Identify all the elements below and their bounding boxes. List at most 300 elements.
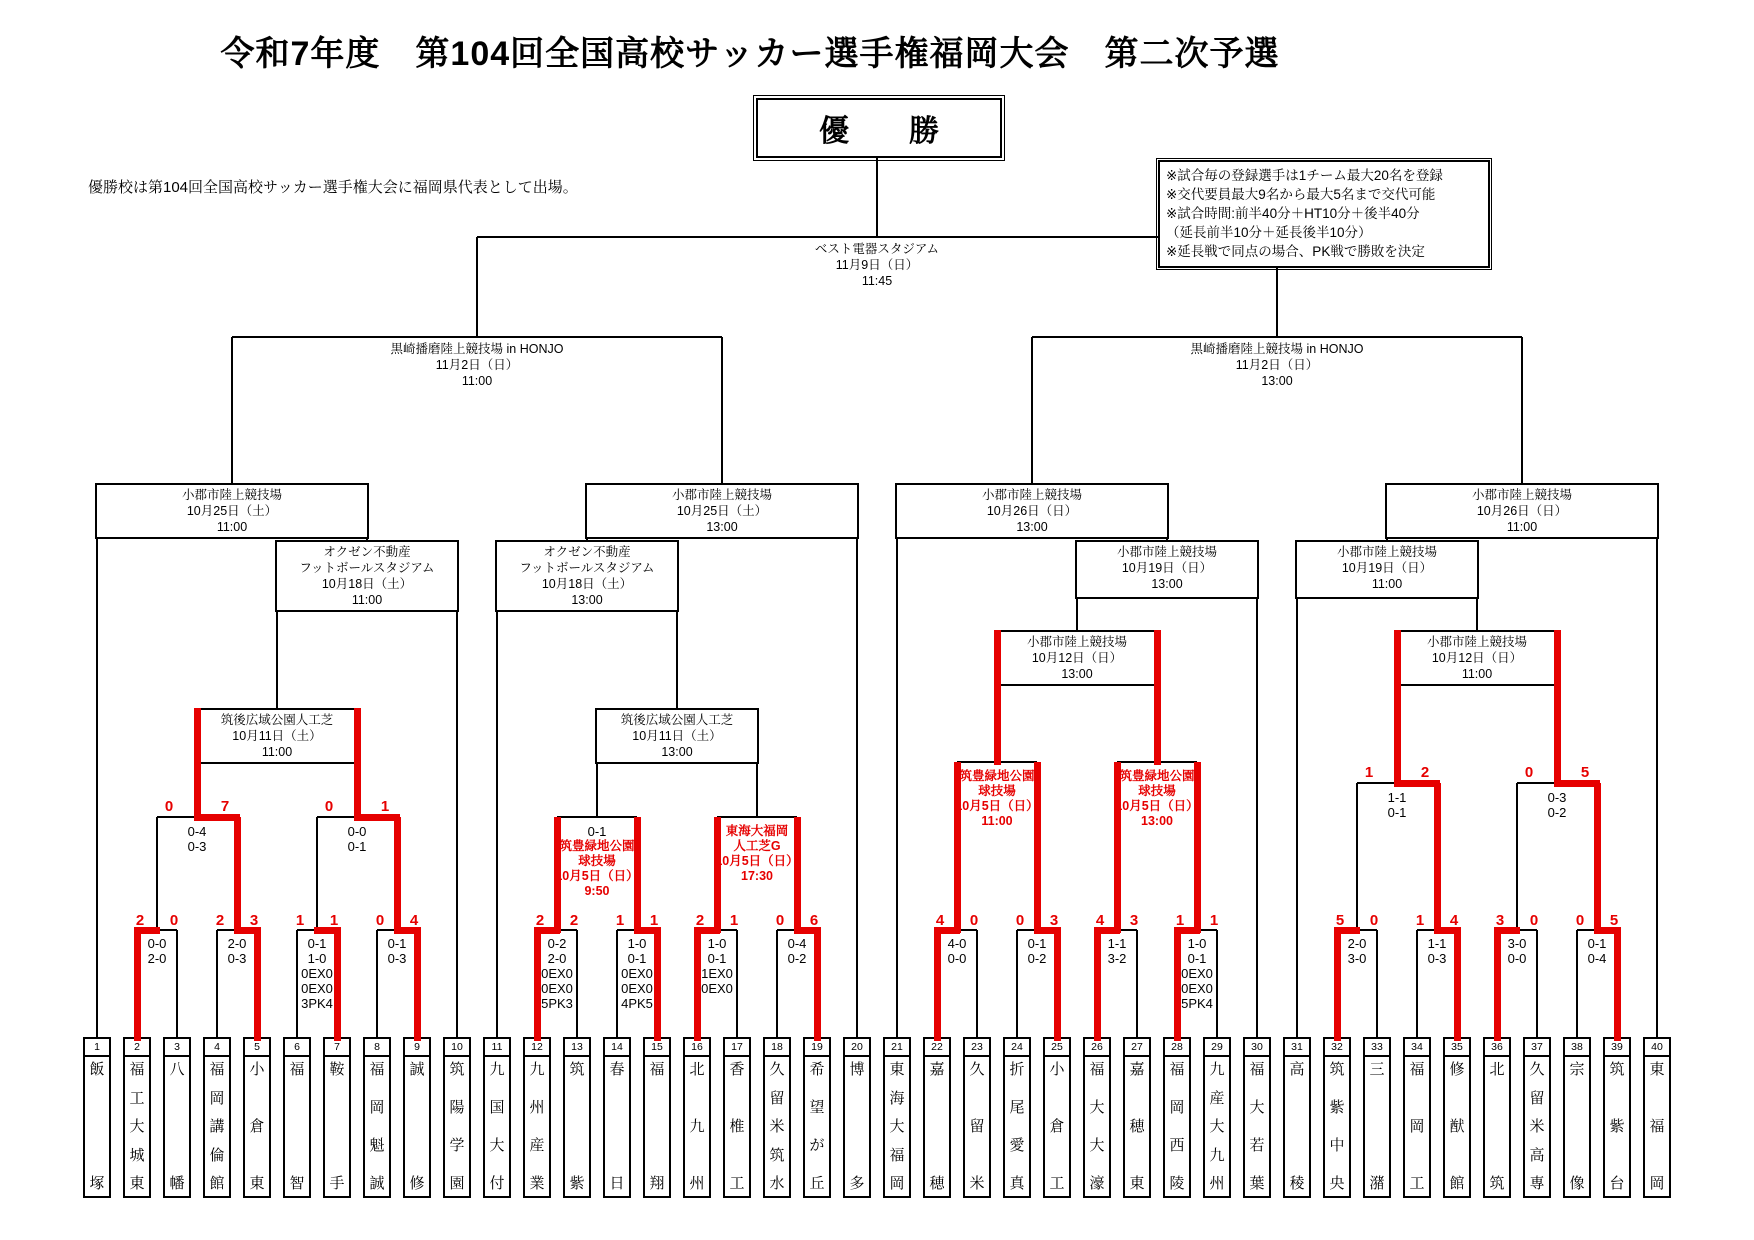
- team-name: [205, 1057, 229, 1196]
- team-name-char: 九: [1209, 1146, 1225, 1164]
- bracket-vline: [1476, 595, 1478, 630]
- bracket-vline: [216, 930, 218, 1039]
- team-name: [1285, 1057, 1309, 1196]
- score-line: 0-2: [1547, 805, 1567, 820]
- venue-line: 筑後広域公園人工芝: [620, 713, 734, 727]
- rule-line: （延長前半10分＋延長後半10分）: [1166, 225, 1372, 240]
- team-name: [805, 1057, 829, 1196]
- goal-count: 7: [220, 798, 230, 815]
- venue-line: 11:00: [1461, 667, 1493, 681]
- venue-label: [1191, 341, 1364, 389]
- score-line: 1-0: [307, 951, 327, 966]
- team-name-char: 久: [769, 1061, 785, 1078]
- score-line: 1-0: [1187, 936, 1207, 951]
- champion-box: [756, 98, 1002, 158]
- bracket-vline: [296, 930, 298, 1039]
- team-name-char: 福: [1169, 1061, 1185, 1078]
- goal-count: 2: [695, 912, 705, 929]
- goal-count: 3: [1495, 912, 1505, 929]
- rules-box: [1158, 160, 1490, 268]
- venue-line: 11:00: [261, 745, 293, 759]
- team-name-char: 筑: [449, 1061, 465, 1078]
- bracket-vline: [721, 337, 723, 483]
- score-line: 0-1: [707, 951, 727, 966]
- team-name-char: 筑: [569, 1061, 585, 1078]
- winner-path: [354, 708, 361, 820]
- match-score-block: [1348, 936, 1367, 966]
- bracket-vline: [496, 608, 498, 1039]
- winner-path: [394, 817, 401, 933]
- score-line: 1-0: [627, 936, 647, 951]
- score-line: 0-3: [187, 839, 207, 854]
- venue-box: [595, 708, 759, 764]
- team-name: [845, 1057, 869, 1196]
- score-line: 1EX0: [701, 966, 733, 981]
- winner-path: [1554, 630, 1561, 786]
- team-name: [1405, 1057, 1429, 1196]
- match-score-block: [1028, 936, 1047, 966]
- team-box: [1243, 1037, 1271, 1198]
- match-score-block: [388, 936, 407, 966]
- team-box: [1643, 1037, 1671, 1198]
- winner-path: [814, 927, 821, 1041]
- team-box: [1443, 1037, 1471, 1198]
- team-box: [763, 1037, 791, 1198]
- goal-count: 0: [169, 912, 179, 929]
- team-name-char: 州: [1209, 1175, 1225, 1192]
- team-number: 27: [1125, 1039, 1149, 1057]
- team-name-char: 北: [1489, 1061, 1505, 1078]
- team-name-char: 州: [529, 1099, 545, 1116]
- team-name-char: 付: [489, 1175, 505, 1192]
- match-score-block: [188, 824, 207, 854]
- score-line: 2-0: [227, 936, 247, 951]
- winner-path: [1554, 780, 1600, 787]
- score-line: 0-2: [547, 936, 567, 951]
- team-box: [683, 1037, 711, 1198]
- team-name: [125, 1057, 149, 1196]
- winner-path: [994, 630, 1001, 765]
- team-box: [723, 1037, 751, 1198]
- team-name-char: 館: [209, 1175, 225, 1192]
- match-score-block: [148, 936, 167, 966]
- team-name-char: 陽: [449, 1099, 465, 1116]
- team-box: [1483, 1037, 1511, 1198]
- goal-count: 1: [729, 912, 739, 929]
- team-number: 16: [685, 1039, 709, 1057]
- team-name-char: 福: [369, 1061, 385, 1078]
- score-line: 1-1: [1387, 790, 1407, 805]
- bracket-vline: [1576, 930, 1578, 1039]
- team-name-char: 城: [129, 1146, 145, 1164]
- goal-count: 1: [1364, 764, 1374, 781]
- team-name-char: 国: [489, 1099, 505, 1116]
- team-name-char: 嘉: [929, 1061, 945, 1078]
- venue-line-red: 筑豊緑地公園: [959, 769, 1035, 783]
- team-name-char: 福: [1409, 1061, 1425, 1078]
- team-name-char: 小: [1049, 1061, 1065, 1078]
- venue-line: 13:00: [1151, 577, 1183, 591]
- team-number: 29: [1205, 1039, 1229, 1057]
- team-name-char: 東: [1129, 1175, 1145, 1192]
- bracket-vline: [456, 608, 458, 1039]
- team-number: 35: [1445, 1039, 1469, 1057]
- goal-count: 1: [380, 798, 390, 815]
- winner-path: [234, 817, 241, 933]
- team-box: [1523, 1037, 1551, 1198]
- team-name: [1125, 1057, 1149, 1196]
- score-line: 0-0: [347, 824, 367, 839]
- winner-path: [1594, 783, 1601, 933]
- winner-path: [414, 927, 421, 1041]
- team-box: [963, 1037, 991, 1198]
- goal-count: 0: [1524, 764, 1534, 781]
- team-name-char: 葉: [1249, 1175, 1265, 1192]
- team-number: 26: [1085, 1039, 1109, 1057]
- score-line: 1-1: [1427, 936, 1447, 951]
- team-name-char: 福: [1089, 1061, 1105, 1078]
- team-name-char: 大: [1089, 1099, 1105, 1116]
- team-name-char: 飯: [89, 1061, 105, 1078]
- venue-box: [585, 483, 859, 539]
- winner-path: [354, 814, 400, 821]
- team-name-char: 福: [289, 1061, 305, 1078]
- team-box: [1163, 1037, 1191, 1198]
- winner-path: [1154, 630, 1161, 765]
- score-line: 5PK4: [1181, 996, 1213, 1011]
- match-score-block: [301, 936, 333, 1011]
- team-box: [243, 1037, 271, 1198]
- bracket-vline: [596, 760, 598, 817]
- venue-line-red: 10月5日（日）: [555, 869, 639, 883]
- team-name-char: 若: [1249, 1137, 1265, 1154]
- venue-box: [1295, 540, 1479, 599]
- score-line: 0-1: [387, 936, 407, 951]
- bracket-vline: [1296, 595, 1298, 1039]
- team-number: 1: [85, 1039, 109, 1057]
- score-line: 1-1: [1107, 936, 1127, 951]
- team-name-char: 大: [889, 1118, 905, 1135]
- venue-line-red: 球技場: [978, 784, 1016, 798]
- bracket-vline: [376, 930, 378, 1039]
- team-name: [725, 1057, 749, 1196]
- team-name-char: 台: [1609, 1175, 1625, 1192]
- team-name: [1485, 1057, 1509, 1196]
- team-name-char: 東: [129, 1175, 145, 1192]
- team-box: [323, 1037, 351, 1198]
- bracket-vline: [1516, 783, 1518, 930]
- bracket-vline: [1521, 337, 1523, 483]
- venue-line: 10月19日（日）: [1121, 561, 1213, 575]
- team-name-char: 海: [889, 1089, 905, 1107]
- goal-count: 2: [135, 912, 145, 929]
- goal-count: 1: [1175, 912, 1185, 929]
- score-line: 0-3: [1427, 951, 1447, 966]
- team-name-char: 福: [1249, 1061, 1265, 1078]
- goal-count: 5: [1580, 764, 1590, 781]
- venue-line-red: 球技場: [1138, 784, 1176, 798]
- score-line: 0-0: [1507, 951, 1527, 966]
- team-number: 8: [365, 1039, 389, 1057]
- team-name-char: 九: [1209, 1061, 1225, 1078]
- team-name: [885, 1057, 909, 1196]
- winner-path: [1334, 927, 1341, 1041]
- bracket-vline: [896, 535, 898, 1039]
- team-box: [883, 1037, 911, 1198]
- score-line: 4PK5: [621, 996, 653, 1011]
- team-box: [923, 1037, 951, 1198]
- match-score-block: [1181, 936, 1213, 1011]
- note-entry: 優勝校は第104回全国高校サッカー選手権大会に福岡県代表として出場。: [88, 179, 578, 196]
- winner-path: [1454, 927, 1461, 1041]
- team-name: [1365, 1057, 1389, 1196]
- team-number: 6: [285, 1039, 309, 1057]
- team-name-char: 産: [529, 1137, 545, 1154]
- team-name-char: 穂: [929, 1175, 945, 1192]
- team-name-char: 濠: [1089, 1175, 1105, 1192]
- team-name-char: 智: [289, 1175, 305, 1192]
- match-score-block: [1115, 769, 1198, 829]
- winner-path: [694, 927, 701, 1041]
- team-name-char: 高: [1529, 1146, 1545, 1164]
- match-score-block: [541, 936, 573, 1011]
- tournament-title: 令和7年度 第104回全国高校サッカー選手権福岡大会 第二次予選: [220, 35, 1280, 73]
- venue-line: オクゼン不動産: [323, 545, 411, 559]
- bracket-vline: [616, 930, 618, 1039]
- team-number: 4: [205, 1039, 229, 1057]
- venue-line: オクゼン不動産: [543, 545, 631, 559]
- venue-line: 小郡市陸上競技場: [1336, 545, 1437, 559]
- team-number: 32: [1325, 1039, 1349, 1057]
- bracket-vline: [276, 608, 278, 708]
- team-name-char: 久: [1529, 1061, 1545, 1078]
- team-name-char: 講: [209, 1118, 225, 1135]
- bracket-vline: [676, 608, 678, 708]
- bracket-vline: [1076, 595, 1078, 630]
- venue-line: ベスト電器スタジアム: [814, 242, 940, 256]
- goal-count: 1: [615, 912, 625, 929]
- team-box: [1603, 1037, 1631, 1198]
- bracket-vline: [1216, 930, 1218, 1039]
- team-name-char: 像: [1569, 1175, 1585, 1192]
- venue-line: 13:00: [1016, 520, 1048, 534]
- match-score-block: [621, 936, 653, 1011]
- team-name-char: 翔: [649, 1175, 665, 1192]
- team-box: [283, 1037, 311, 1198]
- team-name-char: 九: [489, 1061, 505, 1078]
- winner-path: [1394, 780, 1440, 787]
- team-number: 33: [1365, 1039, 1389, 1057]
- goal-count: 5: [1335, 912, 1345, 929]
- team-name-char: 東: [1649, 1061, 1665, 1078]
- score-line: 2-0: [1347, 936, 1367, 951]
- match-score-block: [788, 936, 807, 966]
- bracket-vline: [1376, 930, 1378, 1039]
- score-line: 0-4: [187, 824, 207, 839]
- goal-count: 2: [535, 912, 545, 929]
- winner-path: [134, 927, 141, 1041]
- venue-line: 11:00: [461, 374, 493, 388]
- goal-count: 5: [1609, 912, 1619, 929]
- goal-count: 3: [1049, 912, 1059, 929]
- venue-line: 10月25日（土）: [676, 504, 768, 518]
- team-box: [643, 1037, 671, 1198]
- goal-count: 4: [1095, 912, 1105, 929]
- score-line: 0EX0: [621, 966, 653, 981]
- venue-line-red: 13:00: [1141, 814, 1173, 828]
- bracket-vline: [156, 817, 158, 930]
- team-box: [803, 1037, 831, 1198]
- venue-line: 11月9日（日）: [835, 258, 919, 272]
- venue-line: 小郡市陸上競技場: [671, 488, 772, 502]
- team-name: [245, 1057, 269, 1196]
- bracket-vline: [1256, 595, 1258, 1039]
- bracket-vline: [316, 817, 318, 930]
- team-name-char: 業: [529, 1175, 545, 1192]
- score-line: 3-0: [1347, 951, 1367, 966]
- team-box: [1283, 1037, 1311, 1198]
- score-line: 0-1: [627, 951, 647, 966]
- venue-line: 13:00: [706, 520, 738, 534]
- winner-path: [334, 927, 341, 1041]
- bracket-vline: [231, 337, 233, 483]
- team-number: 39: [1605, 1039, 1629, 1057]
- team-name-char: 産: [1209, 1089, 1225, 1107]
- score-line: 0-0: [947, 951, 967, 966]
- match-score-block: [948, 936, 967, 966]
- goal-count: 4: [409, 912, 419, 929]
- team-name: [565, 1057, 589, 1196]
- score-line: 0-2: [787, 951, 807, 966]
- team-name-char: 工: [129, 1089, 145, 1107]
- rule-line: ※試合時間:前半40分＋HT10分＋後半40分: [1166, 206, 1420, 221]
- team-number: 40: [1645, 1039, 1669, 1057]
- venue-box: [195, 708, 359, 764]
- team-box: [1323, 1037, 1351, 1198]
- bracket-vline: [876, 158, 878, 237]
- team-name-char: 紫: [569, 1175, 585, 1192]
- goal-count: 1: [1415, 912, 1425, 929]
- score-line: 2-0: [547, 951, 567, 966]
- team-box: [123, 1037, 151, 1198]
- team-name: [1565, 1057, 1589, 1196]
- team-name-char: 紫: [1609, 1118, 1625, 1135]
- venue-line: 10月19日（日）: [1341, 561, 1433, 575]
- team-box: [843, 1037, 871, 1198]
- team-number: 11: [485, 1039, 509, 1057]
- venue-line-red: 筑豊緑地公園: [559, 839, 635, 853]
- winner-path: [1094, 927, 1101, 1041]
- goal-count: 0: [1529, 912, 1539, 929]
- team-number: 14: [605, 1039, 629, 1057]
- score-line: 3PK4: [301, 996, 333, 1011]
- team-name-char: 手: [329, 1175, 345, 1192]
- team-number: 5: [245, 1039, 269, 1057]
- venue-box: [275, 540, 459, 612]
- match-score-block: [1548, 790, 1567, 820]
- team-number: 13: [565, 1039, 589, 1057]
- goal-count: 3: [1129, 912, 1139, 929]
- team-box: [1043, 1037, 1071, 1198]
- team-name: [1645, 1057, 1669, 1196]
- team-box: [403, 1037, 431, 1198]
- score-line: 0-1: [1387, 805, 1407, 820]
- team-name: [405, 1057, 429, 1196]
- team-name-char: 中: [1329, 1137, 1345, 1154]
- score-line: 0-3: [227, 951, 247, 966]
- team-name-char: 香: [729, 1061, 745, 1078]
- team-name-char: 三: [1369, 1061, 1385, 1078]
- bracket-vline: [1416, 930, 1418, 1039]
- team-name-char: 魁: [369, 1137, 385, 1154]
- goal-count: 0: [775, 912, 785, 929]
- goal-count: 0: [1575, 912, 1585, 929]
- team-name-char: 鞍: [329, 1061, 345, 1078]
- team-number: 17: [725, 1039, 749, 1057]
- winner-path: [534, 927, 541, 1041]
- team-number: 7: [325, 1039, 349, 1057]
- winner-path: [1614, 927, 1621, 1041]
- goal-count: 1: [1209, 912, 1219, 929]
- venue-box: [95, 483, 369, 539]
- team-number: 25: [1045, 1039, 1069, 1057]
- match-score-block: [1388, 790, 1407, 820]
- venue-line: 10月18日（土）: [541, 577, 633, 591]
- goal-count: 1: [649, 912, 659, 929]
- team-name-char: 望: [809, 1099, 825, 1116]
- bracket-vline: [1536, 930, 1538, 1039]
- venue-line: 10月11日（土）: [232, 729, 322, 743]
- team-number: 23: [965, 1039, 989, 1057]
- winner-path: [1494, 927, 1501, 1041]
- team-number: 9: [405, 1039, 429, 1057]
- team-name-char: 筑: [1489, 1175, 1505, 1192]
- goal-count: 0: [164, 798, 174, 815]
- team-name-char: 留: [1529, 1089, 1545, 1107]
- team-box: [523, 1037, 551, 1198]
- team-name-char: 学: [449, 1137, 465, 1154]
- score-line: 0-3: [387, 951, 407, 966]
- team-number: 31: [1285, 1039, 1309, 1057]
- match-score-block: [715, 824, 798, 884]
- team-box: [1403, 1037, 1431, 1198]
- match-score-block: [955, 769, 1038, 829]
- team-name-char: 筑: [1609, 1061, 1625, 1078]
- venue-line-red: 球技場: [578, 854, 616, 868]
- team-name-char: 八: [169, 1061, 185, 1078]
- bracket-vline: [576, 930, 578, 1039]
- winner-path: [194, 708, 201, 820]
- match-score-block: [701, 936, 733, 996]
- venue-label: [815, 241, 939, 289]
- team-name-char: 筑: [769, 1146, 785, 1164]
- champion-label: 優 勝: [819, 115, 939, 148]
- bracket-vline: [736, 930, 738, 1039]
- goal-count: 0: [1015, 912, 1025, 929]
- score-line: 0-1: [347, 839, 367, 854]
- team-name-char: 誠: [409, 1061, 425, 1078]
- team-name: [85, 1057, 109, 1196]
- team-name: [445, 1057, 469, 1196]
- venue-line: 10月26日（日）: [986, 504, 1078, 518]
- match-score-block: [1508, 936, 1527, 966]
- team-name: [1245, 1057, 1269, 1196]
- rule-line: ※試合毎の登録選手は1チーム最大20名を登録: [1166, 168, 1443, 183]
- team-name-char: 修: [1449, 1061, 1465, 1078]
- team-name: [1445, 1057, 1469, 1196]
- team-name-char: 福: [649, 1061, 665, 1078]
- bracket-vline: [856, 535, 858, 1039]
